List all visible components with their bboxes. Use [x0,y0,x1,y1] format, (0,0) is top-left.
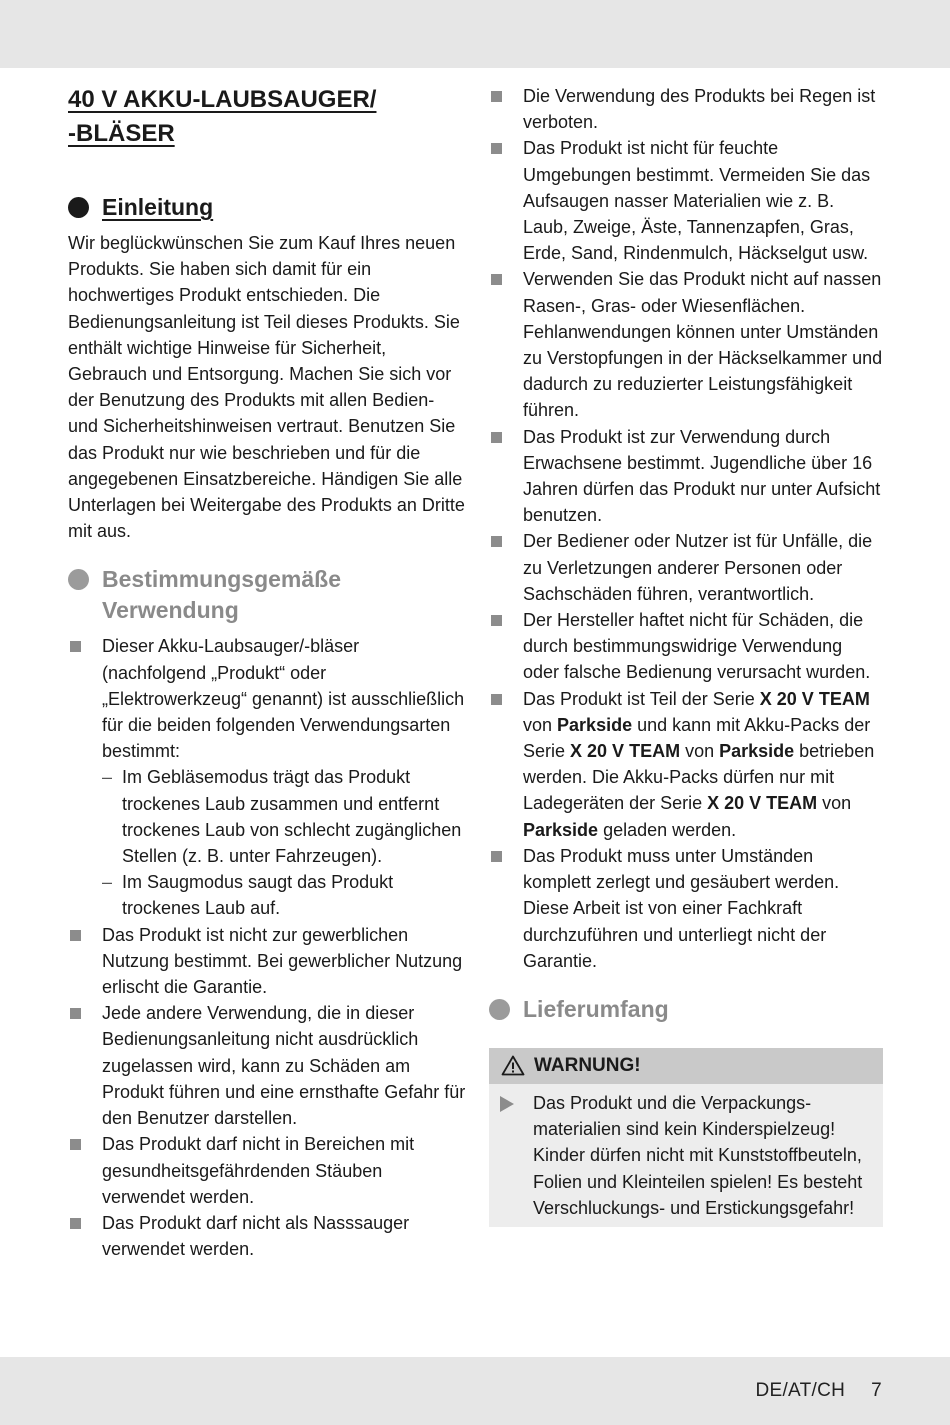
list-item-text: Der Bediener oder Nutzer ist für Unfälle, die zu Verletzungen anderer Personen oder Sachschäden führen, verantwortlich. [523,531,873,604]
series-name: X 20 V TEAM [759,688,870,709]
dash-marker: – [102,767,113,788]
footer-region: DE/AT/CH [755,1380,846,1401]
right-column [489,83,883,1227]
page-footer [755,1380,882,1402]
square-bullet-icon [70,1008,81,1019]
sub-list [102,764,466,921]
square-bullet-icon [70,1139,81,1150]
heading-line-2: Verwendung [102,597,239,624]
list-item [489,83,883,135]
intro-paragraph: Wir beglückwünschen Sie zum Kauf Ihres neuen Produkts. Sie haben sich damit für ein hochwertiges Produkt entschieden. Die Bedienungsanleitung ist Teil dieses Produkts. Sie enthält wichtige Hinweise für Sicherheit, Gebrauch und Entsorgung. Machen Sie sich vor der Benutzung des Produkts mit allen Bedien- und Sicherheitshinweisen vertraut. Benutzen Sie das Produkt nur wie beschrieben und für die angegebenen Einsatzbereiche. Händigen Sie alle Unterlagen bei Weitergabe des Produkts an Dritte mit aus. [68,233,465,542]
usage-list [68,633,466,1262]
heading-line-1: Bestimmungsgemäße [102,566,342,593]
list-item-text: Das Produkt darf nicht in Bereichen mit gesundheitsgefährdenden Stäuben verwendet werden. [102,1134,415,1207]
page-number: 7 [871,1380,882,1401]
bullet-dot-icon [489,999,510,1020]
list-item-text: Das Produkt ist zur Verwendung durch Erwachsene bestimmt. Jugendliche über 16 Jahren dürfen das Produkt nur unter Aufsicht benutzen. [523,426,881,526]
text-run: von [817,793,852,814]
list-item [68,1210,466,1262]
text-run: und kann mit Akku-Packs der Serie [523,714,871,762]
list-item [489,686,883,843]
sub-list-item-text: Im Gebläsemodus trägt das Produkt trockenes Laub zusammen und entfernt trockenes Laub von schlecht zugänglichen Stellen (z. B. unter Fahrzeugen). [122,767,462,867]
section-heading-text [102,564,341,626]
list-item-text: Das Produkt darf nicht als Nasssauger verwendet werden. [102,1212,410,1260]
brand-name: Parkside [719,741,795,762]
arrow-right-icon [499,1096,515,1112]
square-bullet-icon [491,432,502,443]
square-bullet-icon [491,143,502,154]
text-run: von [680,741,720,762]
square-bullet-icon [491,536,502,547]
square-bullet-icon [70,641,81,652]
list-item-text: Die Verwendung des Produkts bei Regen ist verboten. [523,86,876,133]
usage-list-continued [489,83,883,974]
text-run: geladen werden. [598,819,737,840]
section-heading-verwendung [68,564,466,626]
square-bullet-icon [70,1218,81,1229]
title-line-1: 40 V AKKU-LAUBSAUGER/ [68,86,377,113]
warning-text: Das Produkt und die Verpackungs-materialien sind kein Kinderspielzeug! Kinder dürfen nicht mit Kunststoffbeuteln, Folien und Kleinteilen spielen! Es besteht Verschluckungs- und Erstickungsgefahr! [533,1092,863,1218]
page-top-band [0,0,950,68]
warning-triangle-icon [501,1055,525,1076]
list-item-text: Verwenden Sie das Produkt nicht auf nassen Rasen-, Gras- oder Wiesenflächen. Fehlanwendungen können unter Umständen zu Verstopfungen in der Häckselkammer und dadurch zu reduzierter Leistungsfähigkeit führen. [523,269,883,421]
brand-name: Parkside [557,714,633,735]
list-item [68,633,466,921]
list-item [68,922,466,1001]
warning-body [489,1084,883,1227]
left-column [68,83,466,1262]
list-item [489,528,883,607]
document-title [68,83,466,151]
bullet-dot-icon [68,569,89,590]
list-item [68,1000,466,1131]
bullet-dot-icon [68,197,89,218]
section-heading-einleitung [68,192,466,223]
list-item [489,135,883,266]
list-item-text [523,689,874,840]
square-bullet-icon [491,274,502,285]
series-name: X 20 V TEAM [707,793,818,814]
warning-box [489,1048,883,1227]
square-bullet-icon [70,930,81,941]
sub-list-item [102,764,466,869]
list-item-text: Der Hersteller haftet nicht für Schäden, die durch bestimmungswidrige Verwendung oder falsche Bedienung verursacht wurden. [523,610,871,683]
brand-name: Parkside [523,819,599,840]
square-bullet-icon [491,851,502,862]
sub-list-item [102,869,466,921]
list-item-text: Das Produkt ist nicht zur gewerblichen Nutzung bestimmt. Bei gewerblicher Nutzung erlischt die Garantie. [102,924,463,998]
list-item-text: Das Produkt muss unter Umständen komplett zerlegt und gesäubert werden. Diese Arbeit ist von einer Fachkraft durchzuführen und unterliegt nicht der Garantie. [523,845,840,971]
warning-header [489,1048,883,1084]
square-bullet-icon [491,694,502,705]
title-line-2: -BLÄSER [68,120,175,147]
square-bullet-icon [491,91,502,102]
section-heading-text: Einleitung [102,194,214,220]
list-item [68,1131,466,1210]
section-heading-text: Lieferumfang [523,995,669,1022]
text-run: betrieben werden. Die Akku-Packs dürfen nur mit Ladegeräten der Serie [523,741,875,814]
section-heading-lieferumfang [489,994,883,1025]
list-item-text: Dieser Akku-Laubsauger/-bläser (nachfolgend „Produkt“ oder „Elektrowerkzeug“ genannt) ist ausschließlich für die beiden folgenden Verwendungsarten bestimmt: [102,636,465,762]
list-item [489,266,883,423]
text-run: von [523,714,558,735]
text-run: Das Produkt ist Teil der Serie [523,688,760,709]
list-item [489,843,883,974]
dash-marker: – [102,872,113,893]
sub-list-item-text: Im Saugmodus saugt das Produkt trockenes Laub auf. [122,872,394,919]
list-item-text: Das Produkt ist nicht für feuchte Umgebungen bestimmt. Vermeiden Sie das Aufsaugen nasser Materialien wie z. B. Laub, Zweige, Äste, Tannenzapfen, Gras, Erde, Sand, Rindenmulch, Häckselgut usw. [523,138,871,264]
list-item [489,424,883,529]
list-item-text: Jede andere Verwendung, die in dieser Bedienungsanleitung nicht ausdrücklich zugelassen wird, kann zu Schäden am Produkt führen und eine ernsthafte Gefahr für den Benutzer darstellen. [102,1003,466,1129]
series-name: X 20 V TEAM [570,741,681,762]
list-item [489,607,883,686]
warning-label: WARNUNG! [534,1054,641,1076]
square-bullet-icon [491,615,502,626]
